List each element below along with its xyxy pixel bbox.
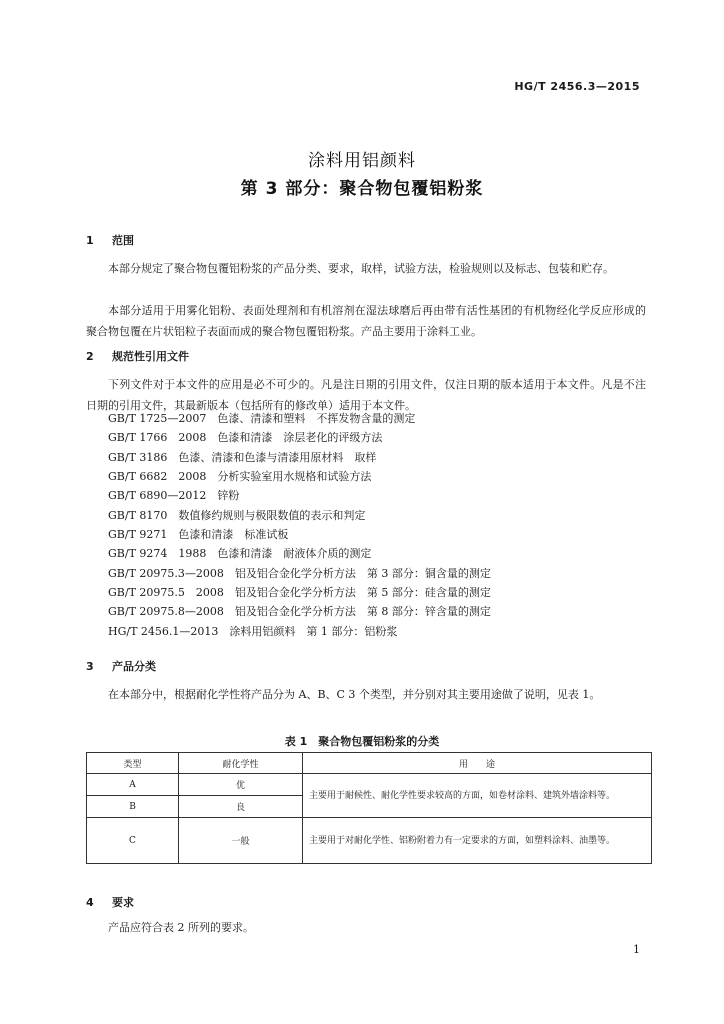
section-number: 4 — [86, 896, 94, 909]
reference-item: GB/T 8170 数值修约规则与极限数值的表示和判定 — [108, 508, 366, 522]
section-2-heading — [86, 348, 189, 364]
cell-type: A — [87, 774, 179, 796]
column-header-type: 类型 — [87, 753, 179, 774]
reference-item: GB/T 9274 1988 色漆和清漆 耐液体介质的测定 — [108, 547, 372, 561]
section-4-heading — [86, 894, 134, 910]
section-2-intro: 下列文件对于本文件的应用是必不可少的。凡是注日期的引用文件，仅注日期的版本适用于本文件。凡是不注日期的引用文件，其最新版本（包括所有的修改单）适用于本文件。 — [86, 378, 646, 412]
section-title: 产品分类 — [112, 660, 156, 673]
section-1-heading — [86, 232, 134, 248]
reference-item: GB/T 6682 2008 分析实验室用水规格和试验方法 — [108, 470, 372, 484]
cell-use: 主要用于耐候性、耐化学性要求较高的方面，如卷材涂料、建筑外墙涂料等。 — [303, 774, 652, 818]
reference-item: GB/T 20975.3—2008 铝及铝合金化学分析方法 第 3 部分：铜含量的测定 — [108, 566, 491, 580]
reference-item: GB/T 6890—2012 锌粉 — [108, 489, 240, 503]
reference-item: GB/T 1766 2008 色漆和清漆 涂层老化的评级方法 — [108, 431, 383, 445]
page-number: 1 — [633, 943, 640, 956]
cell-type: C — [87, 818, 179, 864]
section-4-paragraph: 产品应符合表 2 所列的要求。 — [108, 921, 254, 934]
table-header-row — [87, 753, 652, 774]
cell-resistance: 一般 — [179, 818, 303, 864]
section-title: 范围 — [112, 234, 134, 247]
cell-use: 主要用于对耐化学性、铝粉附着力有一定要求的方面，如塑料涂料、油墨等。 — [303, 818, 652, 864]
section-3-heading — [86, 658, 156, 674]
section-number: 1 — [86, 234, 94, 247]
section-1-paragraph-1: 本部分规定了聚合物包覆铝粉浆的产品分类、要求，取样，试验方法，检验规则以及标志、包装和贮存。 — [108, 262, 614, 275]
reference-item: GB/T 20975.8—2008 铝及铝合金化学分析方法 第 8 部分：锌含量的测定 — [108, 605, 491, 619]
table-1-caption: 表 1 聚合物包覆铝粉浆的分类 — [284, 735, 440, 748]
column-header-use: 用 途 — [303, 753, 652, 774]
section-3-paragraph: 在本部分中，根据耐化学性将产品分为 A、B、C 3 个类型，并分别对其主要用途做了说明，见表 1。 — [108, 688, 601, 701]
section-title: 规范性引用文件 — [112, 350, 189, 363]
reference-item: GB/T 3186 色漆、清漆和色漆与清漆用原材料 取样 — [108, 450, 377, 464]
table-row — [87, 818, 652, 864]
standard-code: HG/T 2456.3—2015 — [514, 80, 640, 93]
reference-item: GB/T 9271 色漆和清漆 标准试板 — [108, 528, 289, 542]
cell-type: B — [87, 796, 179, 818]
table-row — [87, 774, 652, 796]
reference-item: GB/T 1725—2007 色漆、清漆和塑料 不挥发物含量的测定 — [108, 412, 416, 425]
section-number: 2 — [86, 350, 94, 363]
doc-subtitle: 第 3 部分：聚合物包覆铝粉浆 — [240, 179, 484, 199]
doc-title: 涂料用铝颜料 — [308, 151, 416, 171]
column-header-resistance: 耐化学性 — [179, 753, 303, 774]
normative-references-list — [108, 409, 491, 641]
section-number: 3 — [86, 660, 94, 673]
cell-resistance: 优 — [179, 774, 303, 796]
section-1-paragraph-2: 本部分适用于用雾化铝粉、表面处理剂和有机溶剂在湿法球磨后再由带有活性基团的有机物经化学反应形成的聚合物包覆在片状铝粒子表面而成的聚合物包覆铝粉浆。产品主要用于涂料工业。 — [86, 304, 646, 338]
table-1 — [86, 752, 652, 864]
reference-item: GB/T 20975.5 2008 铝及铝合金化学分析方法 第 5 部分：硅含量的测定 — [108, 586, 491, 600]
cell-resistance: 良 — [179, 796, 303, 818]
reference-item: HG/T 2456.1—2013 涂料用铝颜料 第 1 部分：铝粉浆 — [108, 624, 398, 638]
section-title: 要求 — [112, 896, 134, 909]
